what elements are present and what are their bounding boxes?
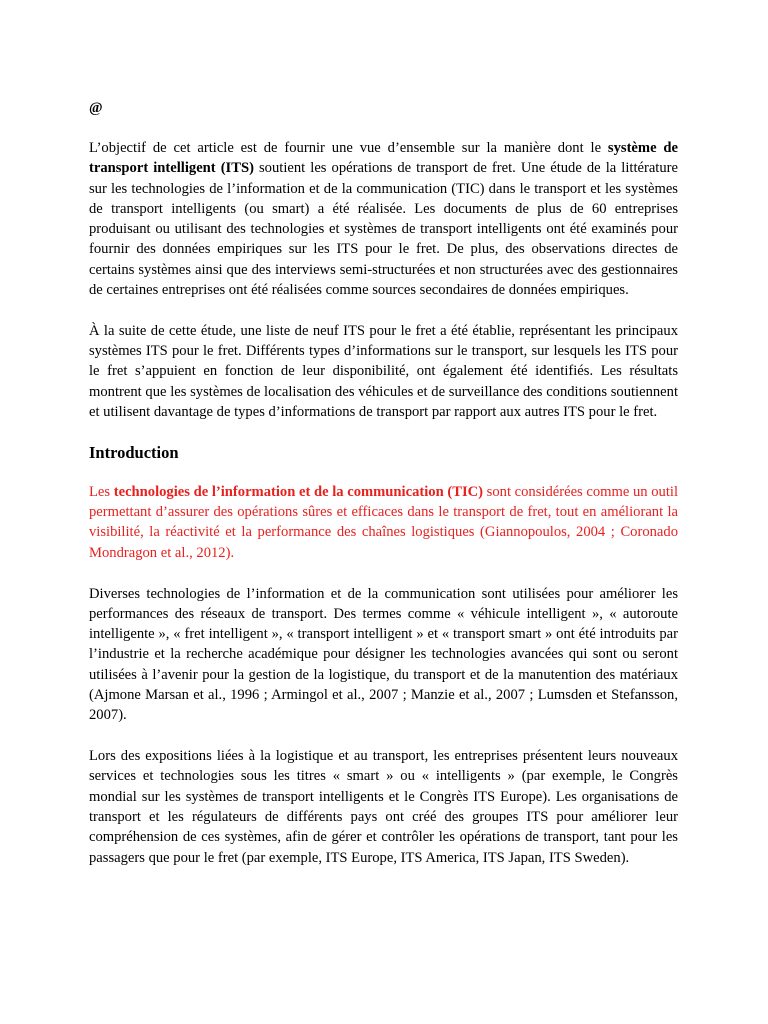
abstract-p1-rest: soutient les opérations de transport de fret. Une étude de la littérature sur les technologies de l’information et de la communication (TIC) dans le transport et les systèmes de transport intelligents (ou smart) a été réalisée. Les documents de plus de 60 entreprises produisant ou utilisant des technologies et systèmes de transport intelligents ont été examinés pour fournir des données empiriques sur les ITS pour le fret. De plus, des observations directes de certains systèmes ainsi que des interviews semi-structurées et non structurées avec des gestionnaires de certaines entreprises ont été réalisées comme sources secondaires de données empiriques. bbox=[89, 160, 678, 299]
introduction-paragraph-2: Diverses technologies de l’information et de la communication sont utilisées pour améliorer les performances des réseaux de transport. Des termes comme « véhicule intelligent », « autoroute intelligente », « fret intelligent », « transport intelligent » et « transport smart » ont été introduits par l’industrie et la recherche académique pour désigner les technologies avancées qui sont ou seront utilisées à l’avenir pour la gestion de la logistique, du transport et de la manutention des matériaux (Ajmone Marsan et al., 1996 ; Armingol et al., 2007 ; Manzie et al., 2007 ; Lumsden et Stefansson, 2007). bbox=[89, 585, 678, 724]
introduction-paragraph-1 bbox=[89, 482, 678, 563]
intro-p1-bold-term: technologies de l’information et de la communication (TIC) bbox=[113, 483, 484, 500]
intro-p1-intro: Les bbox=[89, 483, 114, 500]
document-page bbox=[89, 98, 678, 888]
abstract-p1-intro: L’objectif de cet article est de fournir une vue d’ensemble sur la manière dont le bbox=[89, 140, 608, 156]
abstract-paragraph-1 bbox=[89, 138, 678, 300]
abstract-paragraph-2: À la suite de cette étude, une liste de neuf ITS pour le fret a été établie, représentant les principaux systèmes ITS pour le fret. Différents types d’informations sur le transport, sur lesquels les ITS pour le fret s’appuient en fonction de leur disponibilité, ont également été identifiés. Les résultats montrent que les systèmes de localisation des véhicules et de surveillance des conditions soutiennent et utilisent davantage de types d’informations de transport par rapport aux autres ITS pour le fret. bbox=[89, 322, 678, 421]
intro-p1-rest: sont considérées comme un outil permettant d’assurer des opérations sûres et efficaces dans le transport de fret, tout en améliorant la visibilité, la réactivité et la performance des chaînes logistiques (Giannopoulos, 2004 ; Coronado Mondragon et al., 2012). bbox=[89, 483, 678, 561]
introduction-paragraph-3: Lors des expositions liées à la logistique et au transport, les entreprises présentent leurs nouveaux services et technologies sous les titres « smart » ou « intelligents » (par exemple, le Congrès mondial sur les systèmes de transport intelligents et le Congrès ITS Europe). Les organisations de transport et les régulateurs de différents pays ont créé des groupes ITS pour améliorer leur compréhension de ces systèmes, afin de gérer et contrôler les opérations de transport, tant pour les passagers que pour le fret (par exemple, ITS Europe, ITS America, ITS Japan, ITS Sweden). bbox=[89, 748, 678, 866]
abstract-p1-bold-term: système de transport intelligent (ITS) bbox=[89, 140, 679, 177]
introduction-heading: Introduction bbox=[89, 442, 179, 462]
document-marker: @ bbox=[89, 100, 103, 116]
